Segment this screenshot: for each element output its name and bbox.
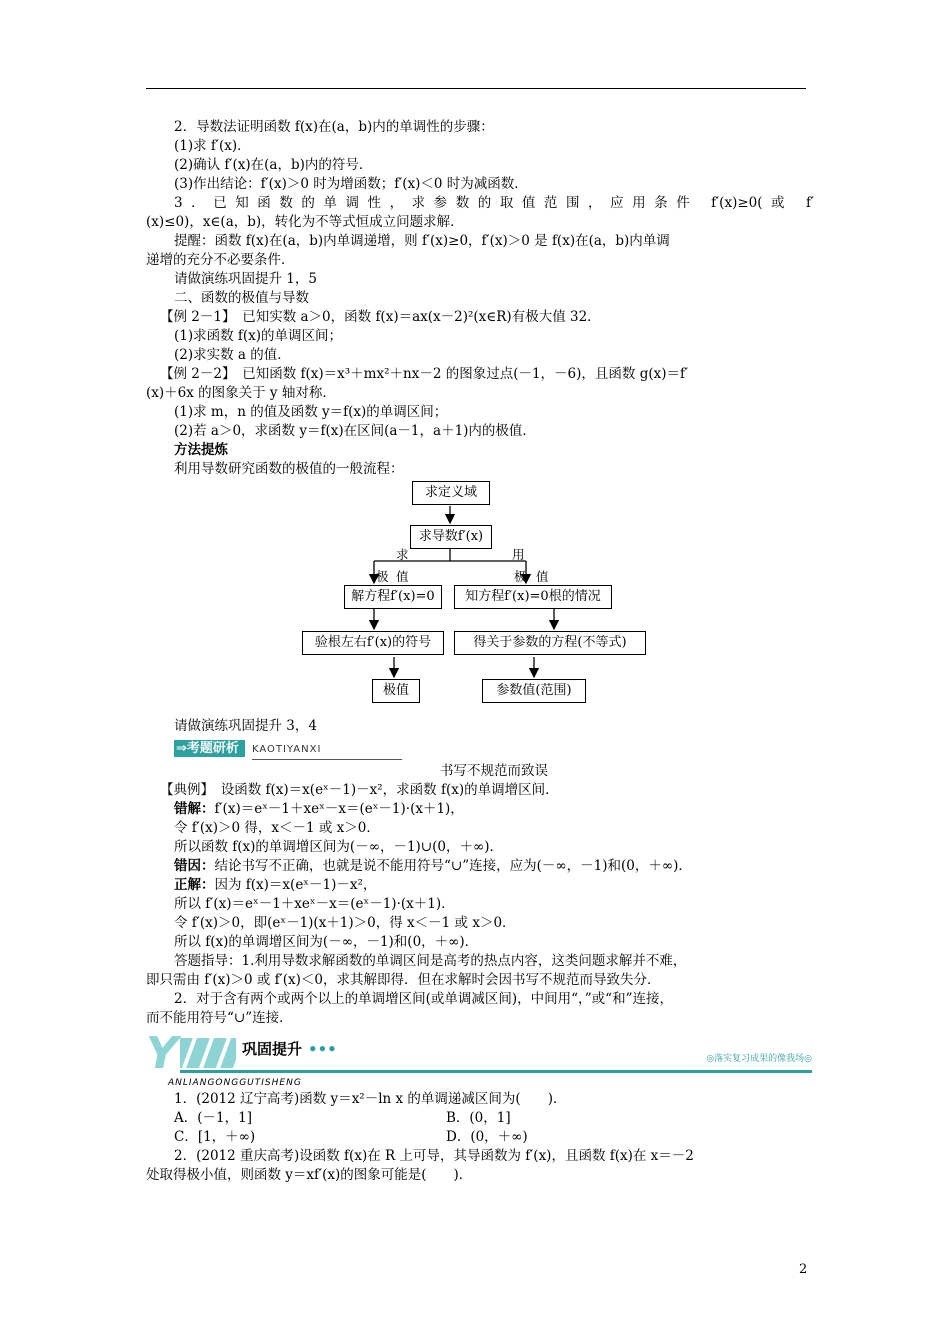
text-line: 递增的充分不必要条件． (146, 252, 295, 268)
case-line: 令 f′(x)＞0 得，x＜－1 或 x＞0． (174, 820, 380, 836)
banner-title: 巩固提升 (242, 1040, 303, 1058)
text-line: (2)确认 f′(x)在(a，b)内的符号． (174, 157, 373, 173)
option-c: C．[1，＋∞) (174, 1129, 256, 1145)
flow-step-derivative: 求导数f′(x) (410, 525, 492, 549)
case-line: 所以 f(x)的单调增区间为(－∞，－1)和(0，＋∞)． (174, 934, 479, 950)
case-line: 答题指导：1.利用导数求解函数的单调区间是高考的热点内容，这类问题求解并不难， (174, 953, 687, 969)
exercise-options (174, 1128, 814, 1147)
case-line (174, 857, 814, 876)
case-line: 2．对于含有两个或两个以上的单调增区间(或单调减区间)，中间用“，”或“和”连接， (174, 991, 673, 1007)
banner-stripes (180, 1038, 236, 1068)
exercise-question: 1．(2012 辽宁高考)函数 y＝x²－ln x 的单调递减区间为( )． (174, 1091, 567, 1107)
page-number: 2 (799, 1262, 808, 1277)
kaoti-pinyin: KAOTIYANXI (252, 740, 402, 760)
text-line: (1)求 f′(x)． (174, 138, 251, 154)
text-line: (3)作出结论：f′(x)＞0 时为增函数；f′(x)＜0 时为减函数． (174, 176, 528, 192)
case-line: 令 f′(x)＞0，即(eˣ－1)(x＋1)＞0，得 x＜－1 或 x＞0． (174, 915, 516, 931)
flow-step-sign: 验根左右f′(x)的符号 (302, 631, 444, 655)
text-line: (2)若 a＞0，求函数 y＝f(x)在区间(a－1，a＋1)内的极值． (174, 423, 536, 439)
section-heading: 二、函数的极值与导数 (174, 290, 309, 306)
flowchart (174, 479, 814, 717)
exercise-question: 2．(2012 重庆高考)设函数 f(x)在 R 上可导，其导函数为 f′(x)，且函数 f(x)在 x＝－2 (174, 1148, 694, 1164)
document-body (146, 118, 814, 1185)
kaoti-badge: ⇒考题研析 (174, 740, 245, 757)
flow-label: 值 (536, 569, 549, 584)
text-line: 2．导数法证明函数 f(x)在(a，b)内的单调性的步骤： (174, 119, 494, 135)
flow-step-solve: 解方程f′(x)=0 (344, 585, 442, 609)
text-line: 3．已知函数的单调性，求参数的取值范围，应用条件 f′(x)≥0(或 f′ (174, 195, 814, 211)
exercise-options (174, 1109, 814, 1128)
flow-step-equation: 得关于参数的方程(不等式) (454, 631, 646, 655)
example-line: 【例 2－1】 已知实数 a＞0，函数 f(x)＝ax(x－2)²(x∈R)有极大值 32． (160, 309, 601, 325)
flow-step-roots: 知方程f′(x)=0根的情况 (454, 585, 612, 609)
exercise-question: 处取得极小值，则函数 y＝xf′(x)的图象可能是( )． (146, 1167, 473, 1183)
text-line: 利用导数研究函数的极值的一般流程： (174, 461, 404, 477)
text-line: (1)求函数 f(x)的单调区间； (174, 328, 343, 344)
case-line: 即只需由 f′(x)＞0 或 f′(x)＜0，求其解即得．但在求解时会因书写不规范而导致失分． (146, 972, 661, 988)
case-heading: 书写不规范而致误 (440, 763, 548, 779)
method-heading: 方法提炼 (174, 442, 228, 458)
case-line: 所以函数 f(x)的单调增区间为(－∞，－1)∪(0，＋∞)． (174, 839, 503, 855)
kaoti-banner (174, 738, 814, 760)
case-line: 而不能用符号“∪”连接． (146, 1010, 293, 1026)
banner-pinyin: ANLIANGONGGUTISHENG (168, 1078, 302, 1088)
text-line: 请做演练巩固提升 1，5 (174, 271, 317, 287)
text-line: 请做演练巩固提升 3，4 (174, 718, 317, 734)
flow-label: 求 (396, 547, 409, 562)
gonggu-banner (146, 1028, 814, 1088)
banner-line (180, 1070, 812, 1073)
flow-label: 值 (396, 569, 409, 584)
text-line: (2)求实数 a 的值． (174, 347, 291, 363)
case-text: f′(x)＝eˣ－1＋xeˣ－x＝(eˣ－1)·(x＋1)， (214, 801, 464, 817)
flow-label: 极 (514, 569, 527, 584)
example-line: 【例 2－2】 已知函数 f(x)＝x³＋mx²＋nx－2 的图象过点(－1，－6)，且函数 g(x)＝f′ (160, 366, 689, 382)
banner-dots: ••• (308, 1040, 337, 1058)
correct-label: 正解： (174, 877, 215, 893)
case-text: 结论书写不正确，也就是说不能用符号“∪”连接，应为(－∞，－1)和(0，＋∞)． (214, 858, 692, 874)
flow-label: 极 (376, 569, 389, 584)
flow-step-param: 参数值(范围) (482, 679, 586, 703)
text-line: 提醒：函数 f(x)在(a，b)内单调递增，则 f′(x)≥0，f′(x)＞0 是 f(x)在(a，b)内单调 (174, 233, 670, 249)
flow-label: 用 (512, 547, 525, 562)
option-a: A．(－1，1] (174, 1110, 252, 1126)
wrong-label: 错解： (174, 801, 215, 817)
option-b: B．(0，1] (446, 1110, 511, 1126)
banner-letter: Y (146, 1028, 178, 1079)
case-text: 因为 f(x)＝x(eˣ－1)－x²， (214, 877, 377, 893)
case-line: 所以 f′(x)＝eˣ－1＋xeˣ－x＝(eˣ－1)·(x＋1)． (174, 896, 455, 912)
text-line: (x)＋6x 的图象关于 y 轴对称． (146, 385, 336, 401)
flow-step-extremum: 极值 (372, 679, 420, 703)
text-line: (x)≤0)，x∈(a，b)，转化为不等式恒成立问题求解． (146, 214, 464, 230)
case-line: 【典例】 设函数 f(x)＝x(eˣ－1)－x²，求函数 f(x)的单调增区间． (160, 782, 559, 798)
text-line: (1)求 m，n 的值及函数 y＝f(x)的单调区间； (174, 404, 448, 420)
banner-tagline: ◎落实复习成果的像我场◎ (706, 1054, 812, 1064)
header-rule (146, 88, 806, 89)
cause-label: 错因： (174, 858, 215, 874)
flow-step-domain: 求定义域 (412, 481, 490, 505)
case-line (174, 876, 814, 895)
option-d: D．(0，＋∞) (446, 1129, 528, 1145)
case-line (174, 800, 814, 819)
